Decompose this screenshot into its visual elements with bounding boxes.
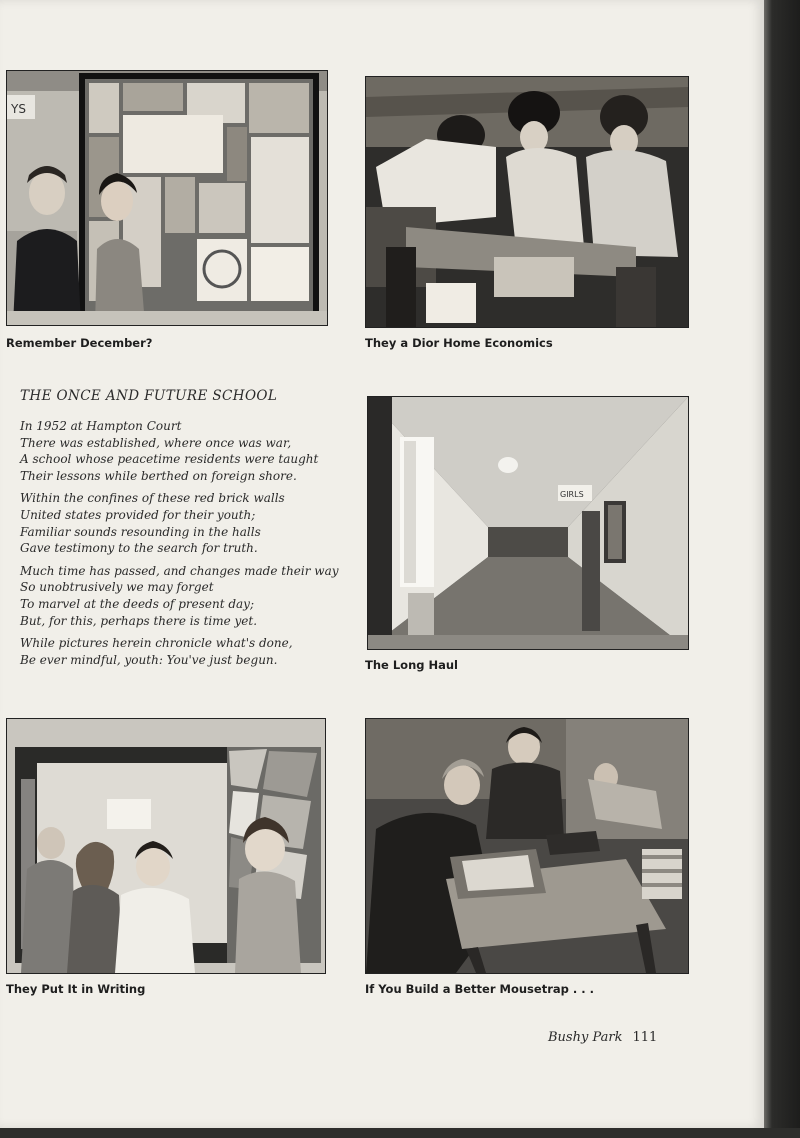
poem-line: United states provided for their youth; bbox=[20, 507, 256, 522]
poem-line: Within the confines of these red brick walls bbox=[20, 491, 285, 506]
poem-line: To marvel at the deeds of present day; bbox=[20, 596, 254, 611]
poem-stanza bbox=[20, 490, 350, 556]
poem-line: In 1952 at Hampton Court bbox=[20, 419, 182, 433]
poem-line: So unobtrusively we may forget bbox=[20, 580, 214, 595]
poem-line: Much time has passed, and changes made their way bbox=[20, 563, 339, 578]
caption-long-haul: The Long Haul bbox=[365, 658, 458, 672]
photo-remember-december bbox=[6, 70, 328, 326]
photo-long-haul bbox=[367, 396, 689, 650]
poem-line: Familiar sounds resounding in the halls bbox=[20, 524, 261, 539]
poem-line: But, for this, perhaps there is time yet. bbox=[20, 613, 258, 628]
book-spine bbox=[764, 0, 800, 1138]
page-number: 111 bbox=[632, 1030, 658, 1045]
caption-remember-december: Remember December? bbox=[6, 336, 153, 350]
poem bbox=[20, 388, 350, 674]
caption-mousetrap: If You Build a Better Mousetrap . . . bbox=[365, 982, 594, 996]
poem-stanza bbox=[20, 418, 350, 484]
poem-line: Their lessons while berthed on foreign shore. bbox=[20, 468, 297, 483]
poem-line: A school whose peacetime residents were taught bbox=[20, 452, 319, 467]
caption-put-it-in-writing: They Put It in Writing bbox=[6, 982, 146, 996]
caption-home-economics: They a Dior Home Economics bbox=[365, 336, 553, 350]
hall-sign-text: YS bbox=[11, 102, 26, 116]
poem-line: While pictures herein chronicle what's done, bbox=[20, 636, 293, 651]
poem-line: There was established, where once was war, bbox=[20, 435, 292, 450]
girls-sign-text: GIRLS bbox=[560, 490, 584, 499]
poem-line: Be ever mindful, youth: You've just begun. bbox=[20, 652, 278, 667]
poem-stanza bbox=[20, 563, 350, 629]
page-footer bbox=[548, 1030, 657, 1045]
page-bottom-edge bbox=[0, 1128, 800, 1138]
poem-title: THE ONCE AND FUTURE SCHOOL bbox=[20, 388, 278, 404]
photo-put-it-in-writing bbox=[6, 718, 326, 974]
photo-mousetrap bbox=[365, 718, 689, 974]
poem-stanza bbox=[20, 635, 350, 668]
poem-line: Gave testimony to the search for truth. bbox=[20, 541, 258, 556]
footer-name: Bushy Park bbox=[548, 1030, 623, 1045]
photo-home-economics bbox=[365, 76, 689, 328]
